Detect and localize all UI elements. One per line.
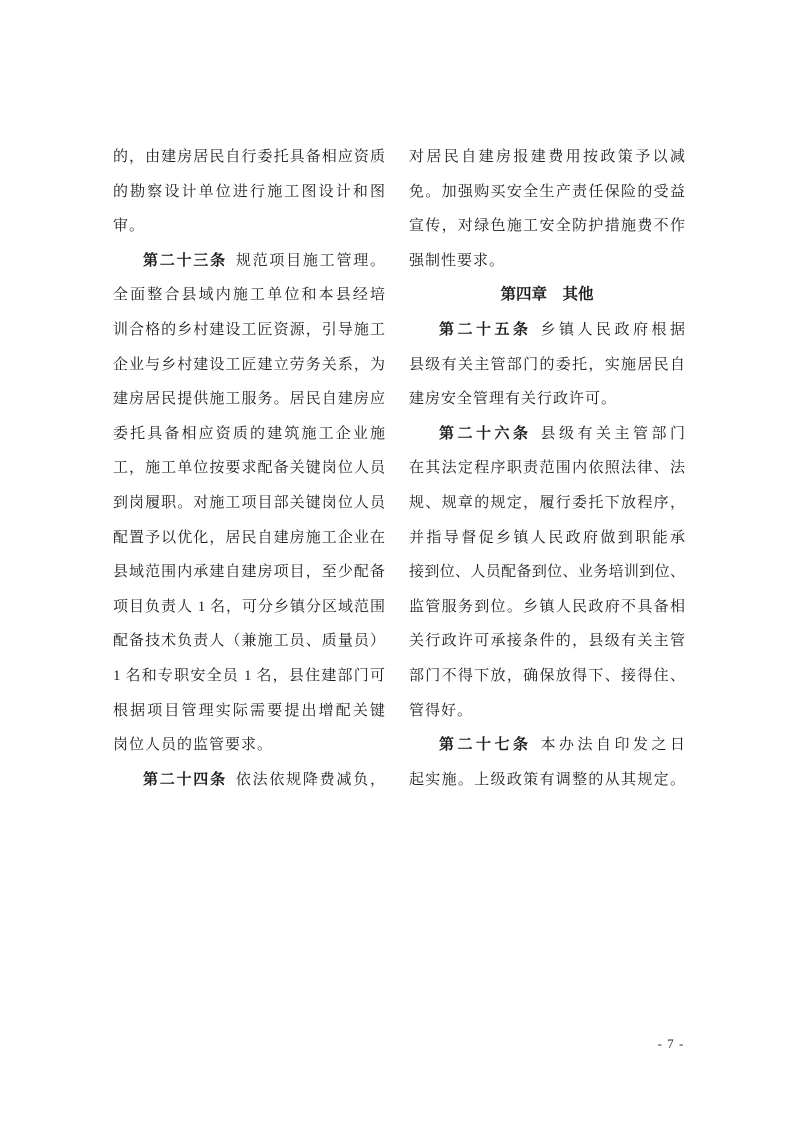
text-line: 企业与乡村建设工匠建立劳务关系，为	[113, 356, 385, 373]
text-line: 规、规章的规定，履行委托下放程序，	[409, 494, 685, 511]
text-line: 对居民自建房报建费用按政策予以减	[409, 149, 685, 165]
text-line: 强制性要求。	[409, 252, 506, 269]
text-line: 县级有关主管部门的委托，实施居民自	[409, 356, 685, 373]
text-line: 训合格的乡村建设工匠资源，引导施工	[113, 321, 385, 338]
article-26-heading-line: 第二十六条 县级有关主管部门	[439, 425, 685, 442]
article-number-bold: 第二十四条	[143, 771, 227, 788]
chapter-title-bold: 第四章 其他	[500, 286, 594, 304]
article-25-heading-line: 第二十五条 乡镇人民政府根据	[439, 321, 685, 338]
text-line: 在其法定程序职责范围内依照法律、法	[409, 460, 685, 477]
text-line: 1 名和专职安全员 1 名，县住建部门可	[113, 667, 385, 684]
text-line: 配置予以优化，居民自建房施工企业在	[113, 529, 385, 546]
text-line: 接到位、人员配备到位、业务培训到位、	[409, 564, 685, 581]
text-line: 部门不得下放，确保放得下、接得住、	[409, 667, 685, 684]
text-line: 免。加强购买安全生产责任保险的受益	[409, 183, 685, 200]
text-line: 配备技术负责人（兼施工员、质量员）	[113, 633, 385, 650]
text-line: 监管服务到位。乡镇人民政府不具备相	[409, 598, 685, 615]
article-24-heading-line: 第二十四条 依法依规降费减负，	[143, 771, 385, 788]
text-line: 并指导督促乡镇人民政府做到职能承	[409, 529, 685, 546]
article-number-bold: 第二十三条	[143, 252, 227, 269]
article-number-bold: 第二十七条	[439, 737, 532, 754]
text-line: 建房安全管理有关行政许可。	[409, 391, 618, 408]
article-number-bold: 第二十五条	[439, 321, 532, 338]
text-line: 根据项目管理实际需要提出增配关键	[113, 702, 385, 719]
text-line: 宣传，对绿色施工安全防护措施费不作	[409, 218, 685, 235]
text-line: 县域范围内承建自建房项目，至少配备	[113, 564, 385, 581]
text-line: 全面整合县域内施工单位和本县经培	[113, 287, 385, 304]
article-number-bold: 第二十六条	[439, 425, 532, 442]
chapter-4-heading	[409, 278, 685, 313]
text-line: 委托具备相应资质的建筑施工企业施	[113, 425, 385, 442]
text-line: 审。	[113, 218, 146, 235]
text-line: 的，由建房居民自行委托具备相应资质	[113, 149, 385, 165]
article-27-heading-line: 第二十七条 本办法自印发之日	[439, 737, 685, 754]
text-line: 起实施。上级政策有调整的从其规定。	[409, 771, 685, 788]
text-line: 建房居民提供施工服务。居民自建房应	[113, 391, 385, 408]
text-line: 的勘察设计单位进行施工图设计和图	[113, 183, 385, 200]
text-line: 管得好。	[409, 702, 474, 719]
text-line: 工，施工单位按要求配备关键岗位人员	[113, 460, 385, 477]
article-23-heading-line: 第二十三条 规范项目施工管理。	[143, 252, 385, 269]
page-number: - 7 -	[657, 1036, 685, 1051]
text-line: 关行政许可承接条件的，县级有关主管	[409, 633, 685, 650]
text-line: 岗位人员的监管要求。	[113, 737, 274, 754]
text-line: 到岗履职。对施工项目部关键岗位人员	[113, 494, 385, 511]
right-text-column	[409, 140, 685, 797]
left-text-column	[113, 140, 385, 797]
text-line: 项目负责人 1 名，可分乡镇分区域范围	[113, 598, 385, 615]
